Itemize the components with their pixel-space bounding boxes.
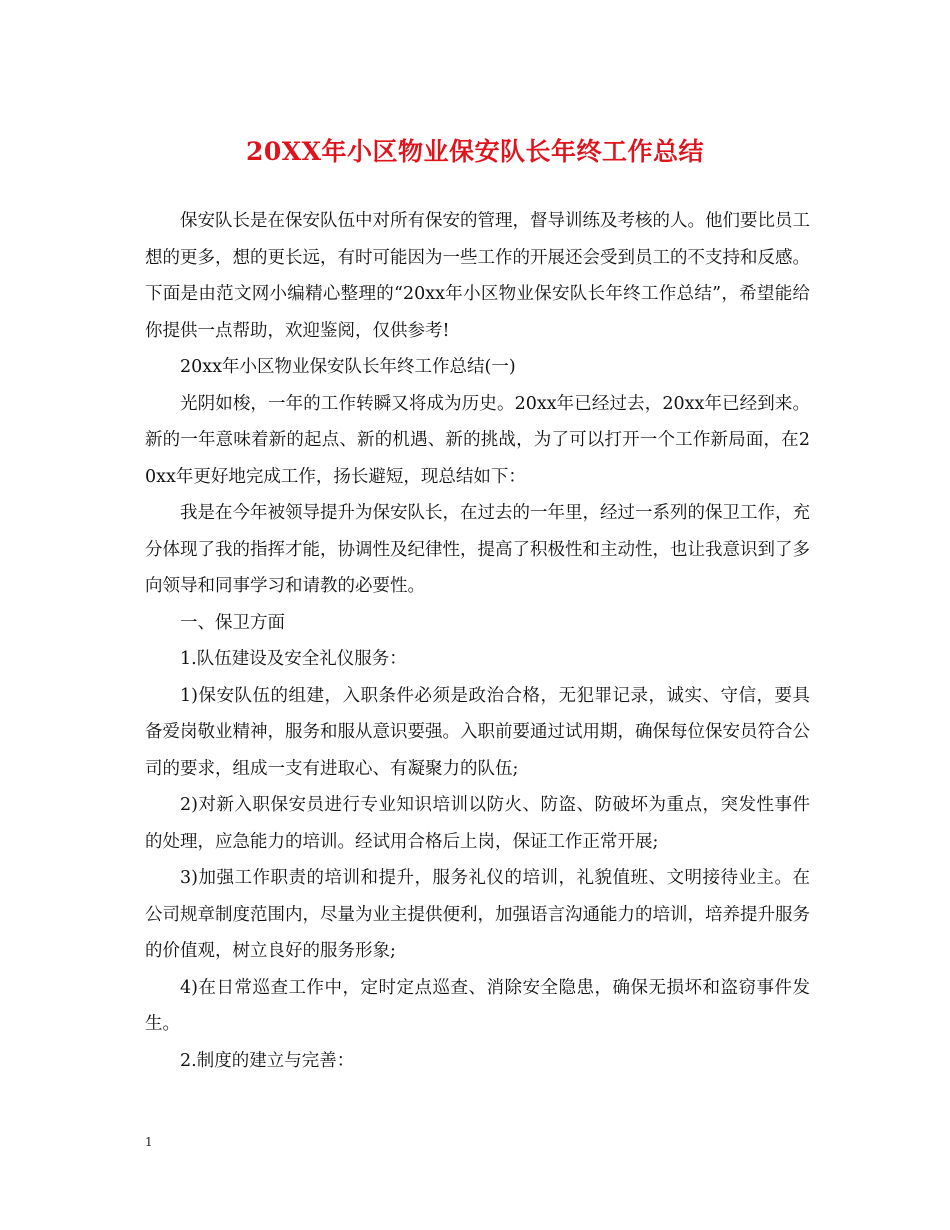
paragraph-opening: 光阴如梭，一年的工作转瞬又将成为历史。20xx年已经过去，20xx年已经到来。新的一年意味着新的起点、新的机遇、新的挑战，为了可以打开一个工作新局面，在20xx年更好地完成工作，扬长避短，现总结如下： — [145, 393, 810, 487]
subsection-heading-team-building: 1.队伍建设及安全礼仪服务： — [180, 649, 407, 669]
list-item-3: 3)加强工作职责的培训和提升，服务礼仪的培训，礼貌值班、文明接待业主。在公司规章制度范围内，尽量为业主提供便利，加强语言沟通能力的培训，培养提升服务的价值观，树立良好的服务形象; — [145, 868, 810, 961]
subsection-heading-rules: 2.制度的建立与完善： — [180, 1050, 355, 1071]
page-number: 1 — [145, 1135, 153, 1149]
section-heading-security: 一、保卫方面 — [180, 612, 285, 633]
list-item-1: 1)保安队伍的组建，入职条件必须是政治合格，无犯罪记录，诚实、守信，要具备爱岗敬业精神，服务和服从意识要强。入职前要通过试用期，确保每位保安员符合公司的要求，组成一支有进取心、有凝聚力的队伍; — [145, 685, 810, 779]
paragraph-promotion: 我是在今年被领导提升为保安队长，在过去的一年里，经过一系列的保卫工作，充分体现了我的指挥才能，协调性及纪律性，提高了积极性和主动性，也让我意识到了多向领导和同事学习和请教的必要性。 — [145, 503, 810, 596]
list-item-4: 4)在日常巡查工作中，定时定点巡查、消除安全隐患，确保无损坏和盗窃事件发生。 — [145, 977, 810, 1034]
paragraph-subtitle: 20xx年小区物业保安队长年终工作总结(一) — [180, 357, 516, 377]
list-item-2: 2)对新入职保安员进行专业知识培训以防火、防盗、防破坏为重点，突发性事件的处理，应急能力的培训。经试用合格后上岗，保证工作正常开展; — [145, 795, 810, 852]
paragraph-intro: 保安队长是在保安队伍中对所有保安的管理，督导训练及考核的人。他们要比员工想的更多，想的更长远，有时可能因为一些工作的开展还会受到员工的不支持和反感。下面是由范文网小编精心整理的“20xx年小区物业保安队长年终工作总结”，希望能给你提供一点帮助，欢迎鉴阅，仅供参考! — [145, 211, 810, 341]
document-title: 20XX年小区物业保安队长年终工作总结 — [245, 137, 705, 166]
document-body — [145, 203, 810, 1079]
